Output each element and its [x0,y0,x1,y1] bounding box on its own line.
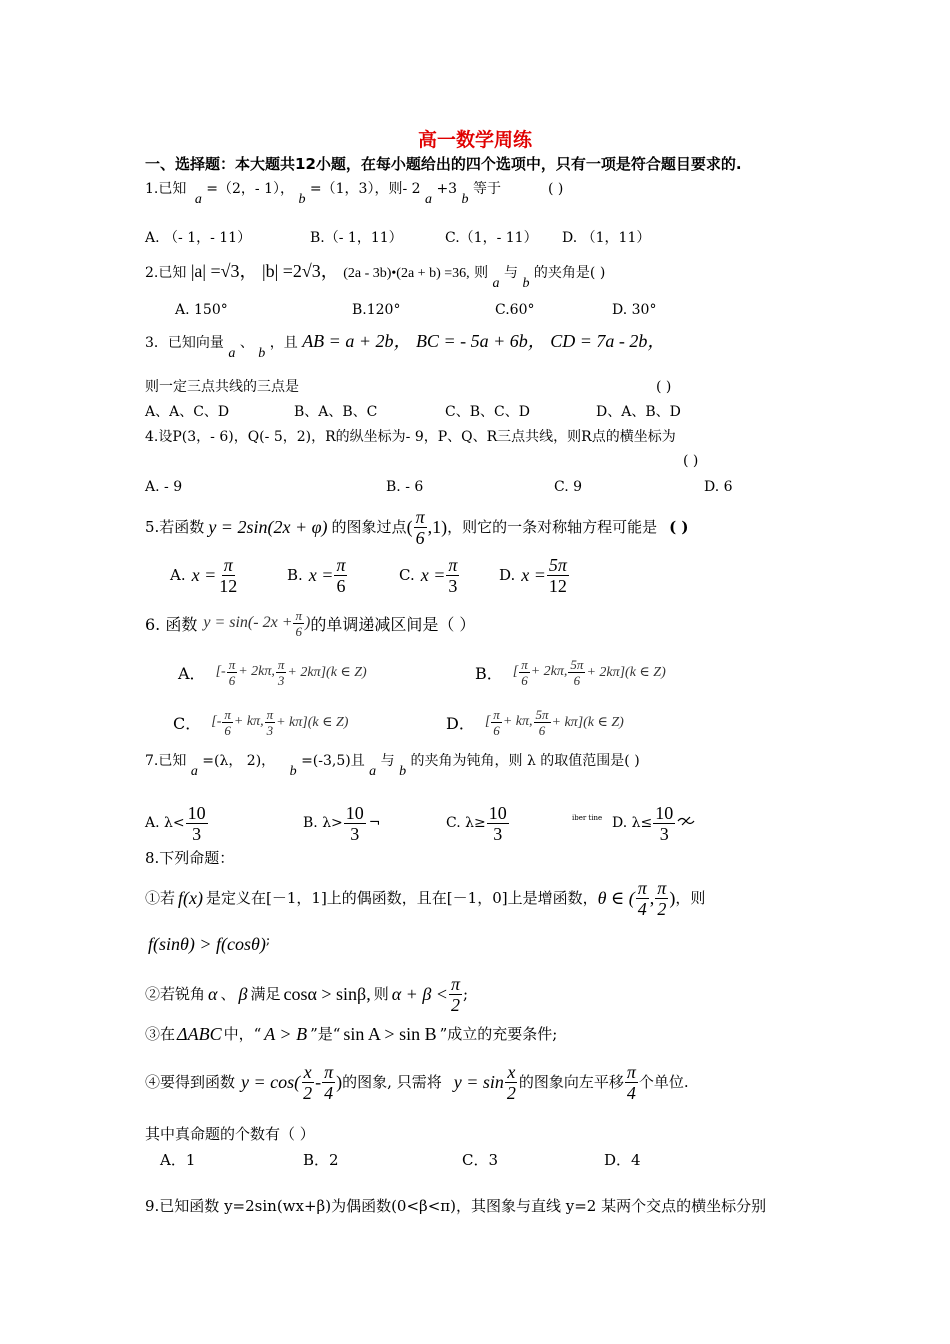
fraction: $\frac{\pi}{6}$ [493,706,500,738]
option-a: A. 150° [175,302,228,318]
abs-b: |b| =2√3， [262,261,339,281]
vector-a: a [425,192,432,207]
fraction: $\frac{\pi}{3}$ [266,706,274,738]
question-6-stem: 6. 函数 y = sin(- 2x + $\frac{\pi}{6}$ ) 的单调递减区间是（ ） [145,607,476,639]
option-a: A． [- $\frac{\pi}{6}$ + 2kπ, $\frac{\pi}{3}$ + 2kπ](k ∈ Z) [178,656,367,688]
fraction: $\frac{\pi}{6}$ [295,607,302,639]
option-c: C. x = $\frac{\pi}{3}$ [399,554,458,596]
fraction: $\frac{10}{3}$ [488,802,507,844]
fraction: $\frac{\pi}{6}$ [415,506,425,548]
fraction: $\frac{\pi}{12}$ [219,554,238,596]
section-heading: 一、选择题：本大题共12小题，在每小题给出的四个选项中，只有一项是符合题目要求的. [145,155,742,173]
question-8-stem: 8.下列命题： [145,849,235,867]
question-5-stem: 5.若函数 y = 2sin(2x + φ) 的图象过点 ( $\frac{\pi}{6}$ ,1) ，则它的一条对称轴方程可能是 ( ) [145,506,689,548]
option-d: D. λ≤ $\frac{10}{3}$ [612,800,695,846]
dot-product: (2a - 3b)•(2a + b) =36, [343,266,470,281]
fraction: $\frac{\pi}{4}$ [324,1061,334,1103]
vector-cd-eq: CD = 7a - 2b， [550,331,666,351]
answer-paren: ( ) [656,379,672,395]
option-d: D. （1，11） [562,230,651,246]
vector-a: a [492,276,500,291]
answer-paren: ( ) [548,181,564,197]
option-a: A．1 [160,1151,196,1169]
option-c: C． [- $\frac{\pi}{6}$ + kπ, $\frac{\pi}{3}$ + kπ](k ∈ Z) [173,706,349,738]
vector-b: b [298,192,306,207]
option-c: C. λ≥ $\frac{10}{3}$ [446,802,507,844]
fraction: $\frac{5\pi}{6}$ [535,706,549,738]
option-d: D． [ $\frac{\pi}{6}$ + kπ, $\frac{5\pi}{6}$ + kπ](k ∈ Z) [446,706,624,738]
vector-b: b [522,276,530,291]
option-a: A. （- 1，- 11） [145,230,252,246]
option-c: C.60° [495,302,535,318]
proposition-1-line2: f(sinθ) > f(cosθ); [148,933,271,954]
function-expr: y = 2sin(2x + φ) [208,517,328,537]
fraction: $\frac{\pi}{6}$ [336,554,346,596]
question-4-stem: 4.设P(3，- 6)，Q(- 5，2)，R的纵坐标为- 9，P、Q、R三点共线，则R点的横坐标为 [145,429,676,445]
vector-b: b [258,346,266,361]
fraction: $\frac{\pi}{3}$ [277,656,285,688]
answer-paren: ( ) [683,453,699,469]
option-b: B.（- 1，11） [310,230,403,246]
vector-a: a [190,764,198,779]
option-c: C、B、C、D [445,404,530,420]
page-title: 高一数学周练 [417,129,532,151]
question-3-stem: 3．已知向量 a 、 b ，且 AB = a + 2b， BC = - 5a + 6b， CD = 7a - 2b， [145,331,666,361]
option-c: C．3 [462,1151,499,1169]
fraction: $\frac{10}{3}$ [345,802,364,844]
option-a: A. λ< $\frac{10}{3}$ [145,802,206,844]
fraction: $\frac{\pi}{6}$ [228,656,236,688]
vector-ab-eq: AB = a + 2b， [302,331,412,351]
stray-mark: iber tine [572,814,603,822]
scribble-icon [677,814,695,832]
question-9-stem: 9.已知函数 y=2sin(wx+β)为偶函数(0<β<π)，其图象与直线 y=2 某两个交点的横坐标分别 [145,1197,767,1215]
fraction: $\frac{x}{2}$ [506,1061,516,1103]
question-3-line2: 则一定三点共线的三点是 [145,379,299,395]
option-d: D. x = $\frac{5\pi}{12}$ [499,554,567,596]
option-b: B. - 6 [386,479,424,495]
question-2-stem: 2.已知 |a| =√3， |b| =2√3， (2a - 3b)•(2a + b) =36, 则 a 与 b 的夹角是( ) [145,261,606,291]
fraction: $\frac{\pi}{3}$ [448,554,458,596]
option-b: B． [ $\frac{\pi}{6}$ + 2kπ, $\frac{5\pi}{6}$ + 2kπ](k ∈ Z) [475,656,666,688]
fraction: $\frac{\pi}{4}$ [637,877,647,919]
vector-b: b [461,192,469,207]
option-a: A. x = $\frac{\pi}{12}$ [170,554,238,596]
fraction: $\frac{5\pi}{12}$ [548,554,567,596]
option-d: D．4 [604,1151,641,1169]
fraction: $\frac{\pi}{6}$ [224,706,231,738]
option-d: D、A、B、D [596,404,681,420]
vector-a: a [228,346,236,361]
proposition-3: ③在 ΔABC 中，“ A > B ”是“ sin A > sin B ”成立的充要条件; [145,1024,558,1044]
vector-b: b [289,764,297,779]
option-b: B.120° [352,302,401,318]
proposition-4: ④要得到函数 y = cos( $\frac{x}{2}$ - $\frac{\pi}{4}$ ) 的图象, 只需将 y = sin $\frac{x}{2}$ 的图象向左平移 $\frac{\pi}{4}$ 个单位. [145,1061,689,1103]
option-c: C. 9 [554,479,583,495]
option-d: D. 6 [704,479,733,495]
fraction: $\frac{10}{3}$ [655,802,674,844]
abs-a: |a| =√3， [190,261,258,281]
question-1-stem: 1.已知 a =（2，- 1）， b =（1，3），则- 2 a +3 b 等于 [145,181,501,207]
option-b: B、A、B、C [294,404,378,420]
question-7-stem: 7.已知 a =(λ， 2)， b =(-3,5)且 a 与 b 的夹角为钝角，则 λ 的取值范围是( ) [145,753,640,779]
option-b: B．2 [303,1151,339,1169]
vector-a: a [369,764,377,779]
option-d: D. 30° [612,302,657,318]
fraction: $\frac{x}{2}$ [303,1061,313,1103]
question-8-ask: 其中真命题的个数有（ ） [145,1125,315,1143]
fraction: $\frac{10}{3}$ [187,802,206,844]
option-c: C.（1，- 11） [445,230,538,246]
proposition-2: ②若锐角 α 、 β 满足 cosα > sinβ, 则 α + β < $\frac{\pi}{2}$ ; [145,973,469,1015]
fraction: $\frac{\pi}{6}$ [521,656,528,688]
option-a: A、A、C、D [145,404,230,420]
option-a: A. - 9 [145,479,183,495]
fraction: $\frac{\pi}{2}$ [657,877,667,919]
fraction: $\frac{\pi}{4}$ [626,1061,636,1103]
option-b: B. x = $\frac{\pi}{6}$ [287,554,346,596]
fraction: $\frac{\pi}{2}$ [450,973,460,1015]
fraction: $\frac{5\pi}{6}$ [570,656,584,688]
option-b: B. λ> $\frac{10}{3}$ ¬ [303,802,381,844]
proposition-1: ①若 f(x) 是定义在[－1，1]上的偶函数，且在[－1，0]上是增函数， θ ∈ ( $\frac{\pi}{4}$ , $\frac{\pi}{2}$ ) ，则 [145,877,706,919]
vector-a: a [194,192,202,207]
vector-b: b [399,764,407,779]
vector-bc-eq: BC = - 5a + 6b， [415,331,546,351]
